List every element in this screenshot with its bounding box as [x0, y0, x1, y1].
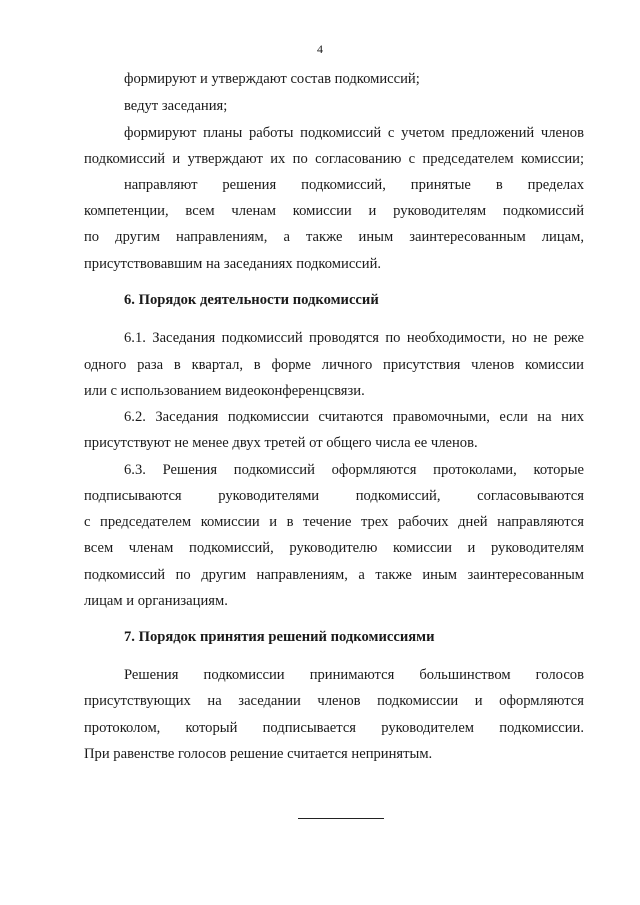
text-line: подкомиссий и утверждают их по согласованию с председателем комиссии;: [84, 151, 584, 167]
text-line: с председателем комиссии и в течение трех рабочих дней направляются: [84, 514, 584, 530]
section-heading: 7. Порядок принятия решений подкомиссиями: [124, 629, 435, 645]
text-line: 6.3. Решения подкомиссий оформляются протоколами, которые: [124, 462, 584, 478]
text-line: или с использованием видеоконференцсвязи.: [84, 383, 365, 399]
end-rule: [298, 818, 384, 819]
text-line: присутствовавшим на заседаниях подкомиссий.: [84, 256, 382, 272]
text-line: ведут заседания;: [124, 98, 228, 114]
text-line: 6.1. Заседания подкомиссий проводятся по необходимости, но не реже: [124, 330, 584, 346]
text-line: протоколом, который подписывается руководителем подкомиссии.: [84, 720, 584, 736]
text-line: формируют планы работы подкомиссий с учетом предложений членов: [124, 125, 584, 141]
text-line: по другим направлениям, а также иным заинтересованным лицам,: [84, 229, 584, 245]
text-line: Решения подкомиссии принимаются большинством голосов: [124, 667, 584, 683]
text-line: 6.2. Заседания подкомиссии считаются правомочными, если на них: [124, 409, 584, 425]
page-number: 4: [317, 42, 323, 56]
section-heading: 6. Порядок деятельности подкомиссий: [124, 292, 379, 308]
text-line: формируют и утверждают состав подкомиссий;: [124, 71, 420, 87]
text-line: лицам и организациям.: [84, 593, 228, 609]
text-line: направляют решения подкомиссий, принятые в пределах: [124, 177, 584, 193]
text-line: присутствующих на заседании членов подкомиссии и оформляются: [84, 693, 584, 709]
text-line: компетенции, всем членам комиссии и руководителям подкомиссий: [84, 203, 584, 219]
text-line: присутствуют не менее двух третей от общего числа ее членов.: [84, 435, 478, 451]
text-line: одного раза в квартал, в форме личного присутствия членов комиссии: [84, 357, 584, 373]
text-line: подписываются руководителями подкомиссий, согласовываются: [84, 488, 584, 504]
text-line: подкомиссий по другим направлениям, а также иным заинтересованным: [84, 567, 584, 583]
text-line: При равенстве голосов решение считается непринятым.: [84, 746, 433, 762]
text-line: всем членам подкомиссий, руководителю комиссии и руководителям: [84, 540, 584, 556]
